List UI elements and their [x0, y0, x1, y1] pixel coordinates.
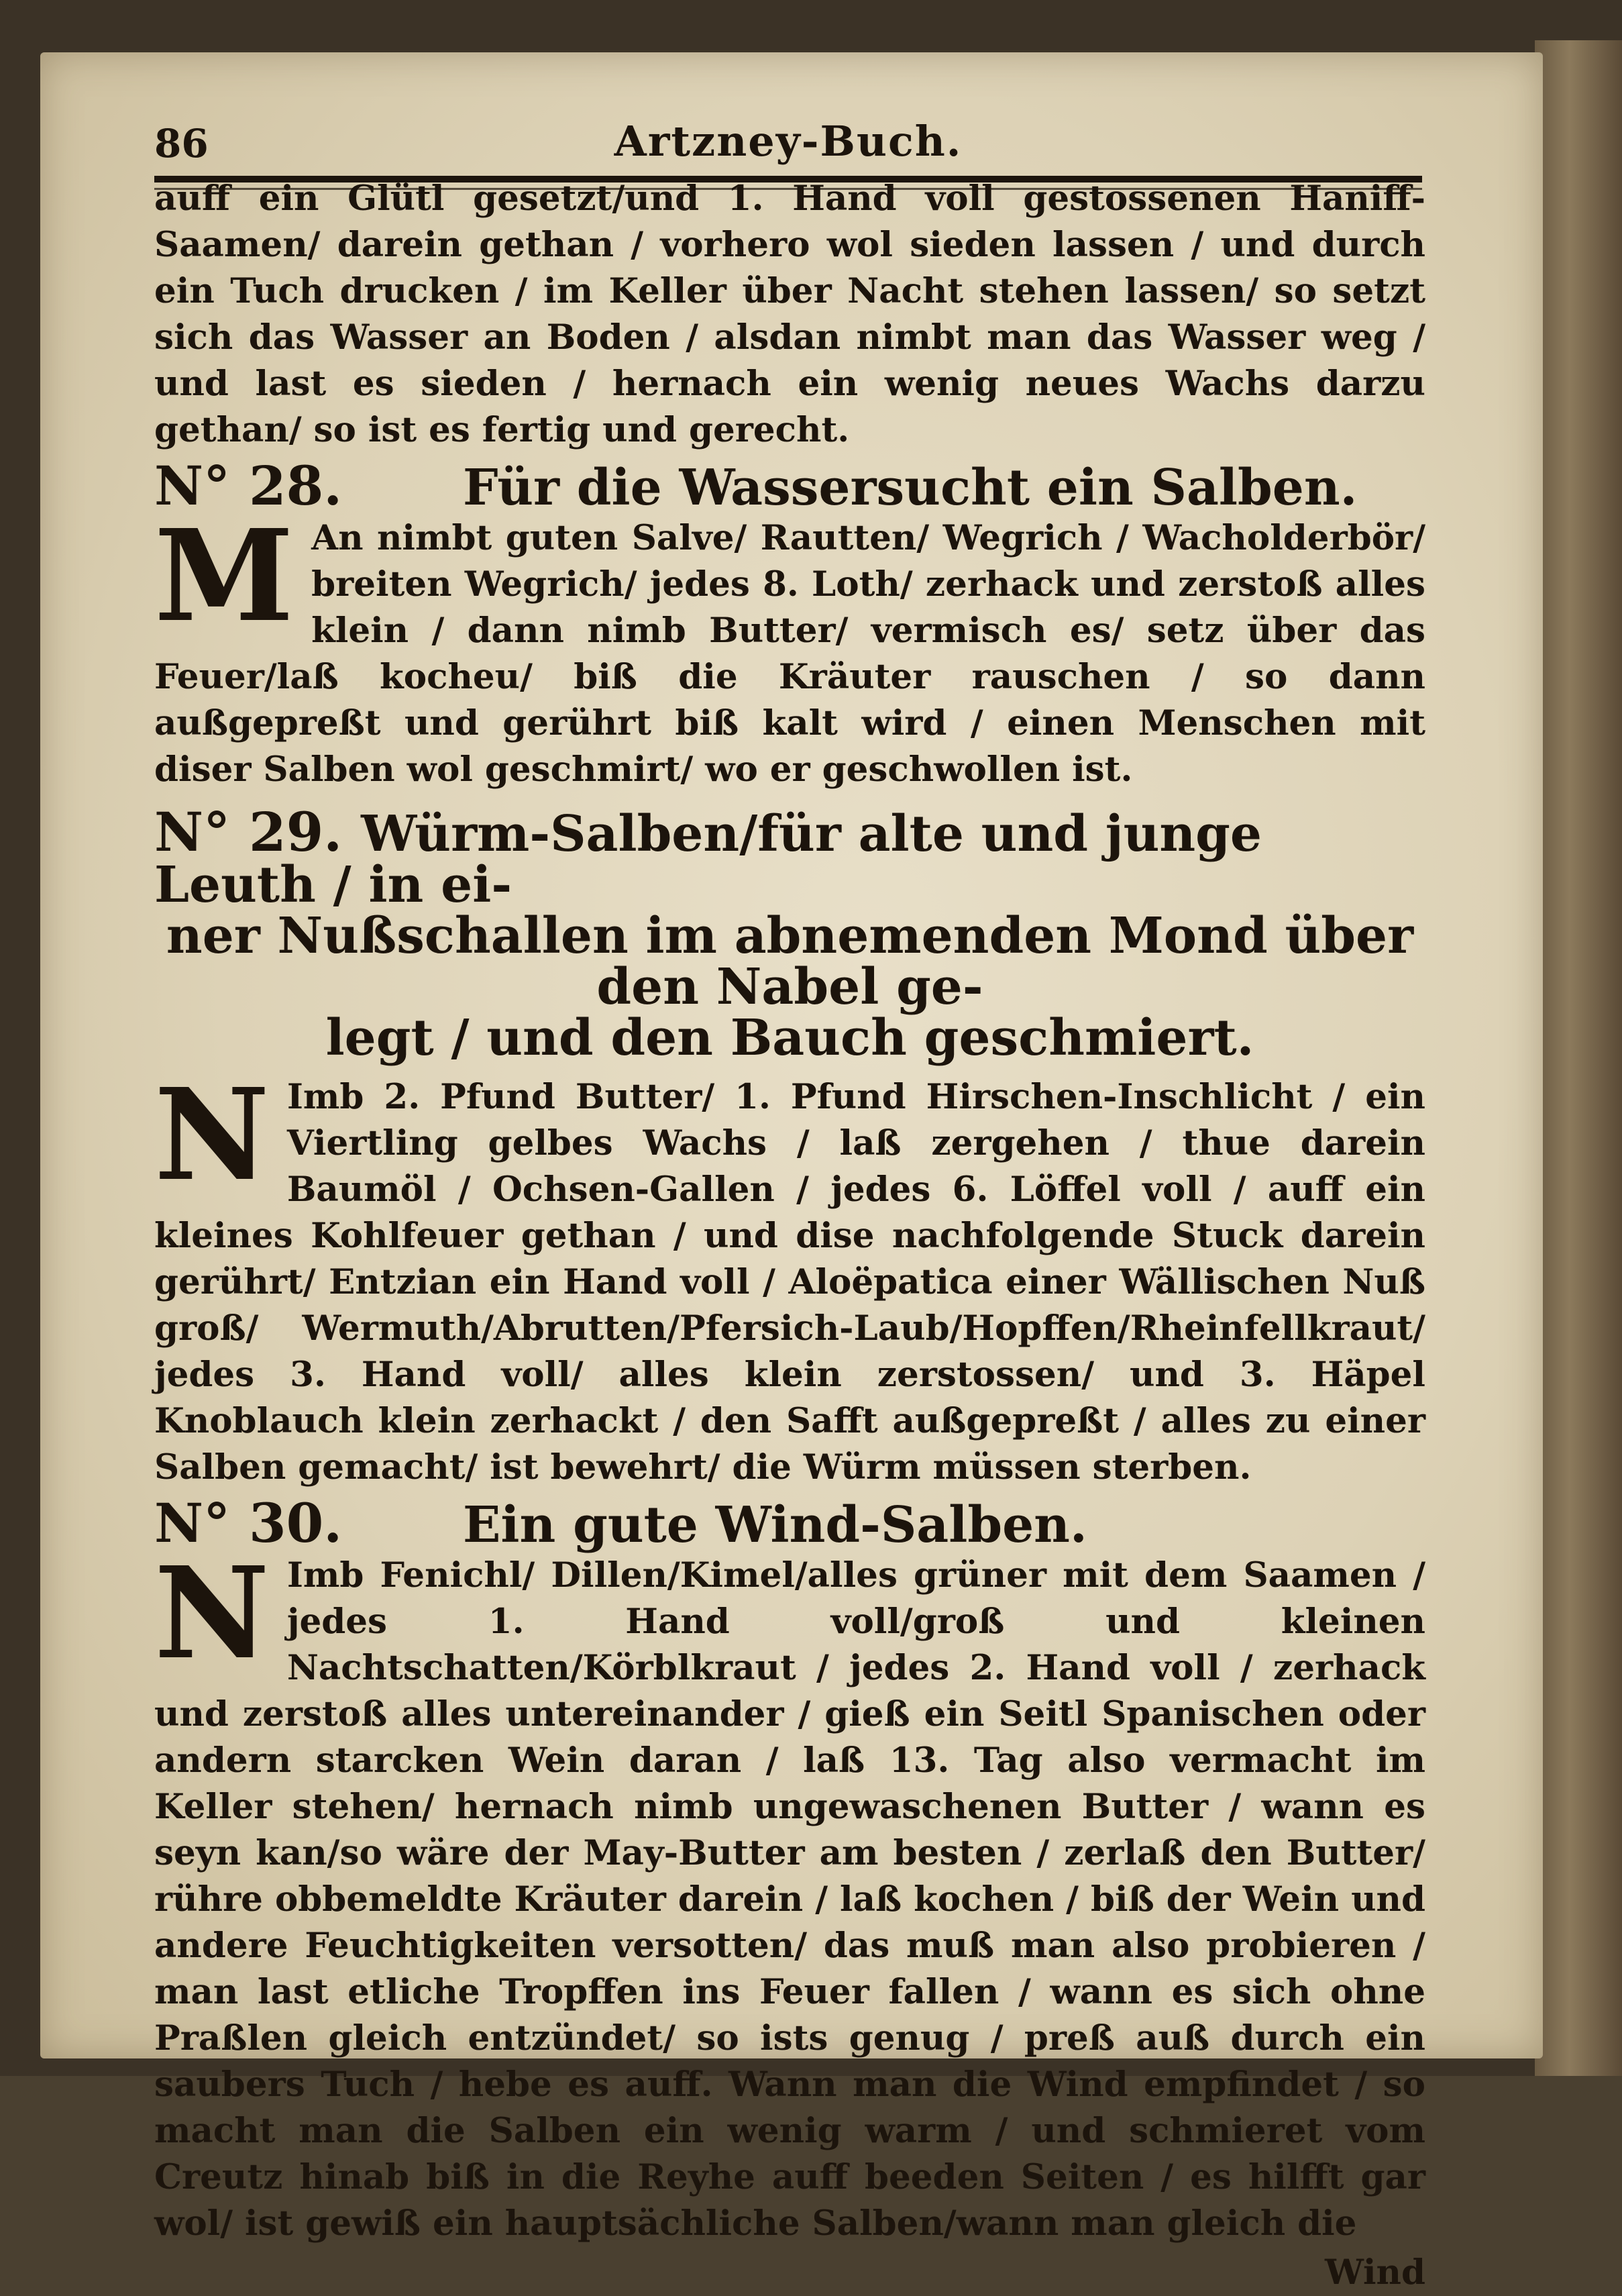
- drop-cap: N: [154, 1061, 270, 1209]
- catchword: Wind: [1325, 2252, 1425, 2293]
- running-title: Artzney-Buch.: [614, 117, 963, 166]
- page-number: 86: [154, 121, 209, 166]
- recipe-29-body: [154, 1061, 1425, 1491]
- recipe-30-body: [154, 1539, 1425, 2247]
- recipe-title: Ein gute Wind-Salben.: [463, 1496, 1087, 1554]
- drop-cap: N: [154, 1539, 270, 1687]
- page-header: [154, 62, 1422, 166]
- drop-cap: M: [154, 502, 294, 650]
- recipe-body-text: Imb Fenichl/ Dillen/Kimel/alles grüner mit dem Saamen / jedes 1. Hand voll/groß und kleinen Nachtschatten/Körblkraut / jedes 2. Hand voll / zerhack und zerstoß alles untereinander / gieß ein Seitl Spanischen oder andern starcken Wein daran / laß 13. Tag also vermacht im Keller stehen/ hernach nimb ungewaschenen Butter / wann es seyn kan/so wäre der May-Butter am besten / zerlaß den Butter/ rühre obbemeldte Kräuter darein / laß kochen / biß der Wein und andere Feuchtigkeiten versotten/ das muß man also probieren / man last etliche Tropffen ins Feuer fallen / wann es sich ohne Praßlen gleich entzündet/ so ists genug / preß auß durch ein saubers Tuch / hebe es auff. Wann man die Wind empfindet / so macht man die Salben ein wenig warm / und schmieret vom Creutz hinab biß in die Reyhe auff beeden Seiten / es hilfft gar wol/ ist gewiß ein hauptsächliche Salben/wann man gleich die: [154, 1555, 1425, 2244]
- recipe-number: N° 30.: [154, 1492, 343, 1555]
- facing-page-edge: [1535, 40, 1622, 2076]
- recipe-28-body: [154, 502, 1425, 793]
- recipe-29-heading: [154, 800, 1425, 1067]
- recipe-28-heading: [154, 454, 1425, 517]
- recipe-title: Für die Wassersucht ein Salben.: [463, 459, 1358, 517]
- recipe-number: N° 29.: [154, 800, 343, 864]
- recipe-title-continued: ner Nußschallen im abnemenden Mond über den Nabel ge- legt / und den Bauch geschmiert.: [166, 907, 1414, 1067]
- recipe-number: N° 28.: [154, 454, 343, 517]
- recipe-30-heading: [154, 1492, 1425, 1555]
- recipe-body-text: An nimbt guten Salve/ Rautten/ Wegrich / Wacholderbör/ breiten Wegrich/ jedes 8. Loth/ zerhack und zerstoß alles klein / dann nimb Butter/ vermisch es/ setz über das Feuer/laß kocheu/ biß die Kräuter rauschen / so dann außgepreßt und gerührt biß kalt wird / einen Menschen mit diser Salben wol geschmirt/ wo er geschwollen ist.: [154, 518, 1425, 790]
- recipe-body-text: Imb 2. Pfund Butter/ 1. Pfund Hirschen-Inschlicht / ein Viertling gelbes Wachs / laß zergehen / thue darein Baumöl / Ochsen-Gallen / jedes 6. Löffel voll / auff ein kleines Kohlfeuer gethan / und dise nachfolgende Stuck darein gerührt/ Entzian ein Hand voll / Aloëpatica einer Wällischen Nuß groß/ Wermuth/Abrutten/Pfersich-Laub/Hopffen/Rheinfellkraut/ jedes 3. Hand voll/ alles klein zerstossen/ und 3. Häpel Knoblauch klein zerhackt / den Safft außgepreßt / alles zu einer Salben gemacht/ ist bewehrt/ die Würm müssen sterben.: [154, 1077, 1425, 1488]
- page-text: [154, 176, 1425, 2296]
- recipe-title-first-line: Würm-Salben/für alte und junge Leuth / in ei-: [154, 805, 1262, 914]
- continuation-paragraph: auff ein Glütl gesetzt/und 1. Hand voll gestossenen Haniff-Saamen/ darein gethan / vorhero wol sieden lassen / und durch ein Tuch drucken / im Keller über Nacht stehen lassen/ so setzt sich das Wasser an Boden / alsdan nimbt man das Wasser weg / und last es sieden / hernach ein wenig neues Wachs darzu gethan/ so ist es fertig und gerecht.: [154, 178, 1425, 450]
